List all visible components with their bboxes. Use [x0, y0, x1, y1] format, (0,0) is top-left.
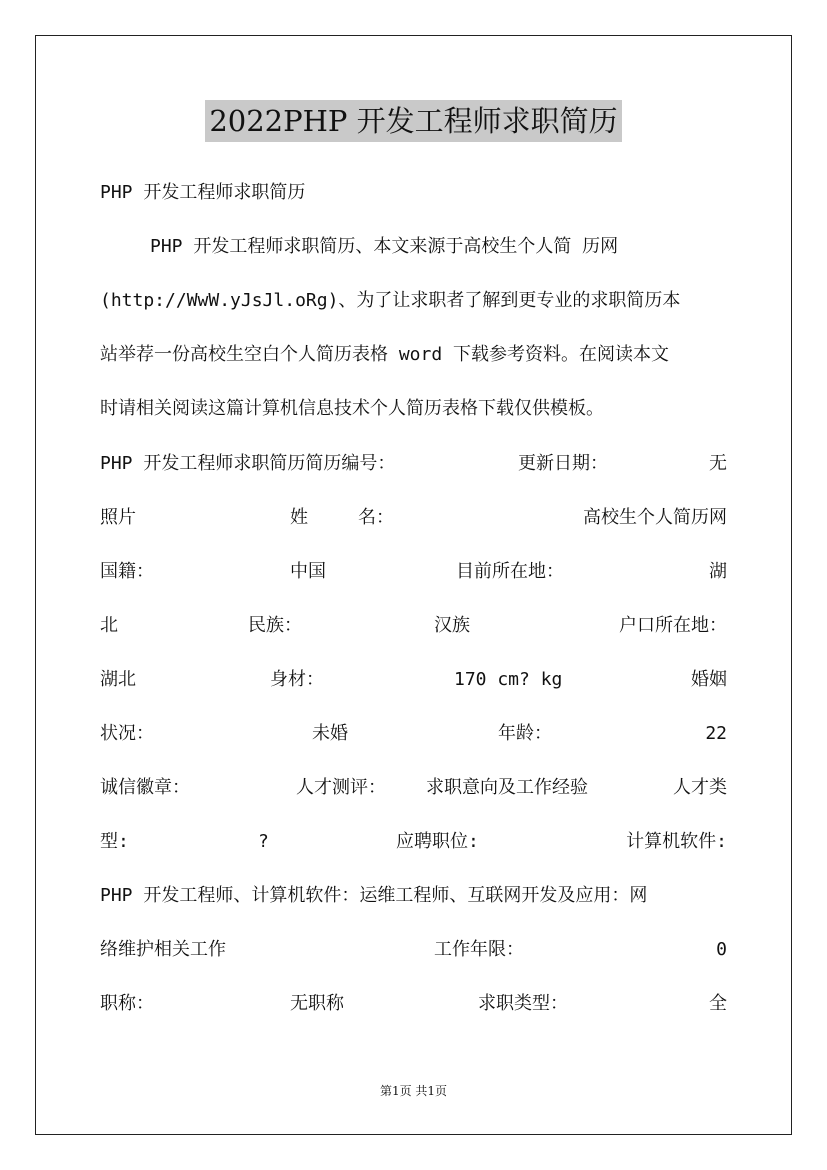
row-position-detail: [100, 881, 727, 911]
update-date-value: 无: [709, 453, 727, 474]
age-label: 年龄：: [498, 723, 552, 744]
household-value: 湖北: [100, 669, 136, 690]
marital-label-part2: 状况：: [100, 723, 154, 744]
talent-type-value: ?: [258, 831, 269, 852]
job-type-value: 全: [709, 993, 727, 1014]
age-value: 22: [705, 723, 727, 744]
location-value-part2: 北: [100, 615, 118, 636]
location-label: 目前所在地：: [456, 561, 564, 582]
marital-value: 未婚: [312, 723, 348, 744]
integrity-badge-label: 诚信徽章：: [100, 777, 190, 798]
photo-label: 照片: [100, 507, 136, 528]
job-type-label: 求职类型：: [478, 993, 568, 1014]
height-label: 身材：: [270, 669, 324, 690]
name-label-part1: 姓: [290, 507, 308, 528]
paragraph-line-1: PHP 开发工程师求职简历、本文来源于高校生个人简 历网: [150, 236, 619, 257]
job-intent-heading: 求职意向及工作经验: [426, 777, 588, 798]
name-label-part2: 名：: [358, 507, 394, 528]
professional-title-label: 职称：: [100, 993, 154, 1014]
row-ethnicity: [100, 611, 727, 641]
work-years-value: 0: [716, 939, 727, 960]
paragraph-line-3: 站举荐一份高校生空白个人简历表格 word 下载参考资料。在阅读本文: [100, 344, 670, 365]
work-years-label: 工作年限：: [434, 939, 524, 960]
ethnicity-value: 汉族: [434, 615, 470, 636]
professional-title-value: 无职称: [290, 993, 344, 1014]
resume-number-label: PHP 开发工程师求职简历简历编号：: [100, 453, 396, 474]
height-value: 170 cm? kg: [454, 669, 563, 690]
name-value: 高校生个人简历网: [583, 507, 727, 528]
row-nationality: [100, 557, 727, 587]
row-badges: [100, 773, 727, 803]
page-footer: 第1页 共1页: [379, 1084, 448, 1098]
subtitle-line: [100, 178, 727, 208]
location-value-part1: 湖: [709, 561, 727, 582]
applied-position-label: 应聘职位:: [396, 831, 479, 852]
paragraph-line-2: (http://WwW.yJsJl.oRg)、为了让求职者了解到更专业的求职简历本: [100, 290, 681, 311]
row-position: [100, 827, 727, 857]
update-date-label: 更新日期：: [518, 453, 608, 474]
talent-assessment-label: 人才测评：: [296, 777, 386, 798]
nationality-value: 中国: [290, 561, 326, 582]
row-work-years: [100, 935, 727, 965]
row-photo-name: [100, 503, 727, 533]
applied-position-value-part2: PHP 开发工程师、计算机软件：运维工程师、互联网开发及应用：网: [100, 885, 648, 906]
row-marital: [100, 719, 727, 749]
title-container: [0, 100, 827, 142]
marital-label-part1: 婚姻: [691, 669, 727, 690]
row-title: [100, 989, 727, 1019]
applied-position-value-part3: 络维护相关工作: [100, 939, 226, 960]
applied-position-value-part1: 计算机软件:: [626, 831, 727, 852]
subtitle: PHP 开发工程师求职简历: [100, 182, 306, 203]
talent-type-label-part1: 人才类: [673, 777, 727, 798]
row-resume-number: [100, 449, 727, 479]
household-label: 户口所在地：: [619, 615, 727, 636]
ethnicity-label: 民族：: [248, 615, 302, 636]
row-height: [100, 665, 727, 695]
talent-type-label-part2: 型:: [100, 831, 129, 852]
paragraph-line-4: 时请相关阅读这篇计算机信息技术个人简历表格下载仅供模板。: [100, 398, 604, 419]
nationality-label: 国籍：: [100, 561, 154, 582]
document-title: 2022PHP 开发工程师求职简历: [205, 100, 621, 142]
